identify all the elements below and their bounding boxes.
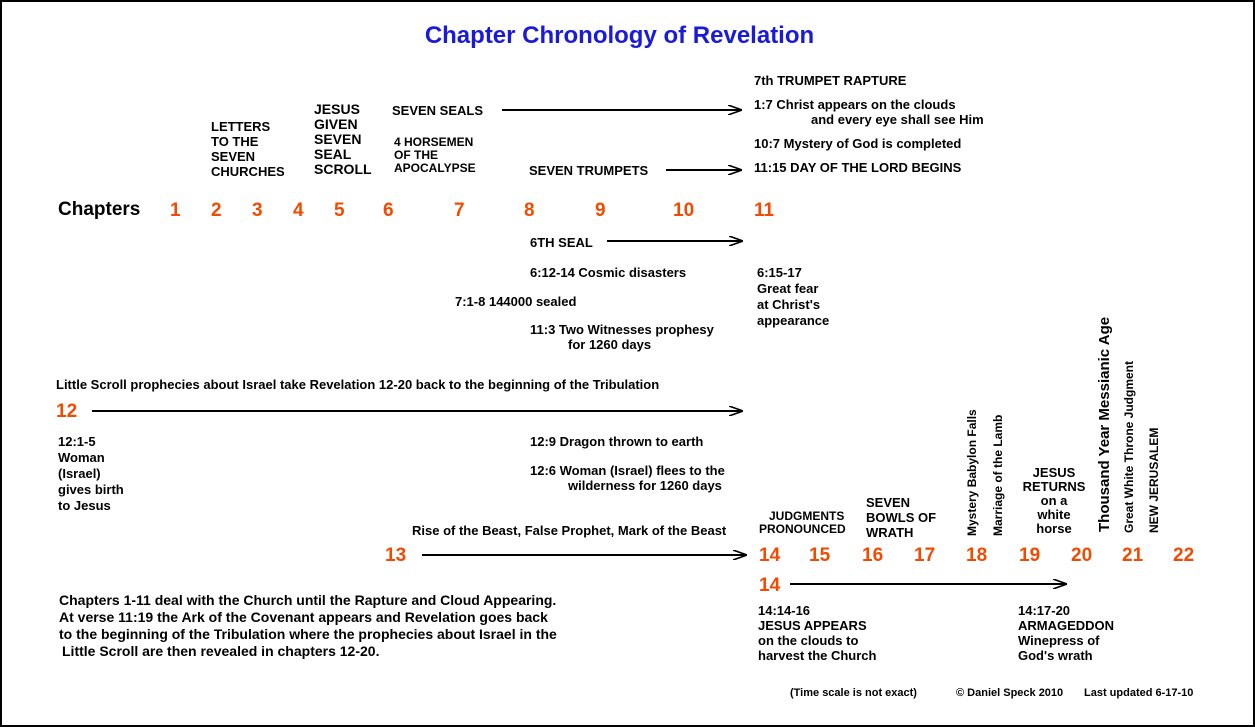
woman-gives-birth-label: 12:1-5 Woman (Israel) gives birth to Jesus [58,434,124,513]
messianic-age-label: Thousand Year Messianic Age [1096,316,1113,532]
copyright-note: © Daniel Speck 2010 [956,687,1064,699]
chapter-6: 6 [383,200,394,221]
babylon-falls-label: Mystery Babylon Falls [965,409,979,536]
armageddon-label: 14:17-20 ARMAGEDDON Winepress of God's wrath [1018,603,1115,663]
time-scale-note: (Time scale is not exact) [790,687,917,699]
rapture-heading: 7th TRUMPET RAPTURE [754,73,907,88]
woman-flees-label: 12:6 Woman (Israel) flees to the wilderness for 1260 days [530,463,725,493]
chapter-13: 13 [385,545,407,566]
chapter-19: 19 [1019,545,1041,566]
chapters-row-label: Chapters [58,199,141,220]
chapter-21: 21 [1122,545,1144,566]
chapter-4: 4 [293,200,304,221]
new-jerusalem-label: NEW JERUSALEM [1147,427,1161,533]
chapter-12: 12 [56,401,78,422]
chapter-20: 20 [1071,545,1093,566]
chapter-17: 17 [914,545,936,566]
chapter-14: 14 [759,545,781,566]
rapture-note-1: 1:7 Christ appears on the clouds and every eye shall see Him [754,97,984,127]
rapture-note-2: 10:7 Mystery of God is completed [754,136,962,151]
chapter-18: 18 [966,545,988,566]
summary-text: Chapters 1-11 deal with the Church until the Rapture and Cloud Appearing. At verse 11:19 the Ark of the Covenant appears and Revelation goes back to the beginning of the Tribulation where the prophecies about Israel in the Little Scroll are then revealed in chapters 12-20. [59,592,557,659]
jesus-returns-label: JESUS RETURNS on a white horse [1022,465,1086,536]
chapter-2: 2 [211,200,222,221]
last-updated-note: Last updated 6-17-10 [1084,687,1194,699]
two-witnesses-label: 11:3 Two Witnesses prophesy for 1260 days [530,322,714,352]
chapter-8: 8 [524,200,535,221]
little-scroll-label: Little Scroll prophecies about Israel take Revelation 12-20 back to the beginning of the Tribulation [56,377,660,392]
seven-bowls-label: SEVEN BOWLS OF WRATH [866,495,937,540]
day-of-the-lord-label: 11:15 DAY OF THE LORD BEGINS [754,160,962,175]
great-fear-label: 6:15-17 Great fear at Christ's appearance [757,265,830,328]
chapter-5: 5 [334,200,345,221]
chapter-11: 11 [754,200,775,221]
seven-seals-label: SEVEN SEALS [392,103,484,118]
chapter-9: 9 [595,200,606,221]
jesus-given-scroll-label: JESUS GIVEN SEVEN SEAL SCROLL [314,101,372,177]
white-throne-label: Great White Throne Judgment [1122,360,1136,533]
chapter-16: 16 [862,545,884,566]
chapter-22: 22 [1173,545,1195,566]
judgments-pronounced-label: JUDGMENTS PRONOUNCED [759,509,846,536]
sixth-seal-label: 6TH SEAL [530,235,593,250]
dragon-thrown-label: 12:9 Dragon thrown to earth [530,434,704,449]
seven-trumpets-label: SEVEN TRUMPETS [529,163,649,178]
page-title: Chapter Chronology of Revelation [424,22,815,49]
cosmic-disasters-label: 6:12-14 Cosmic disasters [530,265,687,280]
chapter-3: 3 [252,200,263,221]
chapter-10: 10 [673,200,695,221]
rise-of-beast-label: Rise of the Beast, False Prophet, Mark of the Beast [412,523,727,538]
chapter-7: 7 [454,200,465,221]
chapter-14-second: 14 [759,575,781,596]
harvest-church-label: 14:14-16 JESUS APPEARS on the clouds to harvest the Church [758,603,877,663]
chapter-1: 1 [170,200,181,221]
letters-to-churches-label: LETTERS TO THE SEVEN CHURCHES [211,119,285,179]
marriage-of-lamb-label: Marriage of the Lamb [991,414,1005,536]
chapter-15: 15 [809,545,831,566]
sealed-144000-label: 7:1-8 144000 sealed [455,294,577,309]
four-horsemen-label: 4 HORSEMEN OF THE APOCALYPSE [394,135,476,175]
